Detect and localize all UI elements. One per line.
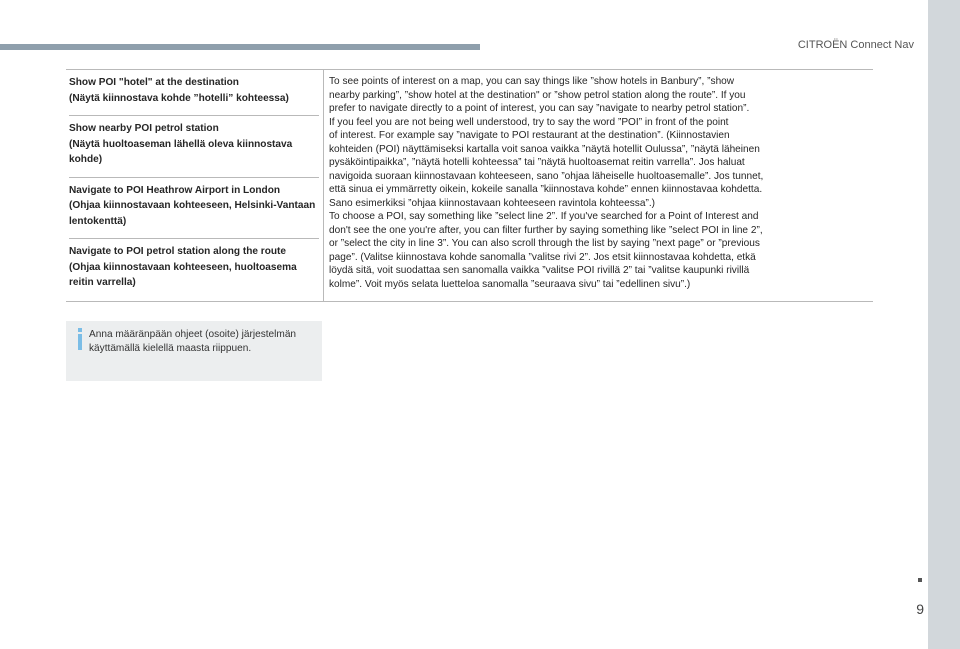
description-line: To see points of interest on a map, you can say things like ”show hotels in Banbury”, ”show — [329, 76, 735, 87]
side-strip — [928, 0, 960, 649]
info-note — [66, 321, 322, 381]
command-finnish: (Ohjaa kiinnostavaan kohteeseen, Helsinki-Vantaan lentokenttä) — [69, 200, 316, 227]
description-line: prefer to navigate directly to a point of interest, you can say ”navigate to nearby petrol station”. — [329, 103, 750, 114]
description-line: To choose a POI, say something like ”select line 2”. If you've searched for a Point of Interest and — [329, 211, 759, 222]
description-line: navigoida suoraan kiinnostavaan kohteeseen, sano ”ohjaa läheiselle huoltoasemalle”. Jos tunnet, — [329, 170, 764, 182]
command-cell — [69, 70, 319, 116]
continue-marker — [918, 578, 922, 582]
description-line: että sinua ei ymmärretty oikein, kokeile sanalla ”kiinnostava kohde” ennen kiinnostavaa kohdetta. — [329, 184, 763, 195]
header-rule — [0, 44, 480, 50]
command-finnish: (Näytä kiinnostava kohde ”hotelli” kohteessa) — [69, 92, 289, 104]
voice-command-table — [66, 69, 873, 302]
description-cell — [324, 70, 874, 302]
info-note-text: Anna määränpään ohjeet (osoite) järjestelmän käyttämällä kielellä maasta riippuen. — [89, 329, 297, 354]
commands-column — [66, 70, 324, 302]
description-line: don't see the one you're after, you can filter further by saying something like ”select POI in line 2”, — [329, 224, 763, 236]
command-cell — [69, 178, 319, 240]
description-line: Sano esimerkiksi ”ohjaa kiinnostavaan kohteeseen ravintola kohteessa”.) — [329, 197, 655, 209]
command-cell — [69, 116, 319, 178]
description-line: If you feel you are not being well understood, try to say the word ”POI” in front of the point — [329, 116, 729, 128]
description-line: of interest. For example say ”navigate to POI restaurant at the destination”. (Kiinnostavien — [329, 130, 730, 141]
description-line: kolme”. Voit myös selata luetteloa sanomalla ”seuraava sivu” tai ”edellinen sivu”.) — [329, 278, 691, 290]
description-line: kohteiden (POI) näyttämiseksi kartalla voit sanoa vaikka ”näytä hotellit Oulussa”, ”näytä läheinen — [329, 143, 760, 155]
command-finnish: (Ohjaa kiinnostavaan kohteeseen, huoltoasema reitin varrella) — [69, 261, 297, 288]
command-english: Show nearby POI petrol station — [69, 123, 219, 134]
info-icon — [76, 328, 84, 350]
header-title: CITROËN Connect Nav — [797, 39, 914, 51]
command-english: Navigate to POI petrol station along the route — [69, 246, 287, 257]
command-cell — [69, 239, 319, 301]
command-finnish: (Näytä huoltoaseman lähellä oleva kiinnostava kohde) — [69, 138, 293, 165]
description-line: nearby parking”, ”show hotel at the destination" or ”show petrol station along the route”. If you — [329, 89, 746, 101]
command-english: Show POI "hotel" at the destination — [69, 77, 239, 88]
description-line: or ”select the city in line 3”. You can also scroll through the list by saying ”next page” or ”previous — [329, 238, 760, 249]
description-line: page”. (Valitse kiinnostava kohde sanomalla ”valitse rivi 2”. Jos etsit kiinnostavaa kohdetta, etkä — [329, 251, 756, 263]
page-number: 9 — [916, 601, 924, 617]
description-line: löydä sitä, voit suodattaa sen sanomalla vaikka ”valitse POI rivillä 2” tai ”valitse kaupunki rivillä — [329, 265, 750, 276]
description-line: pysäköintipaikka”, ”näytä hotelli kohteessa” tai ”näytä huoltoasemat reitin varrella”. Jos haluat — [329, 157, 745, 168]
command-english: Navigate to POI Heathrow Airport in London — [69, 184, 281, 196]
